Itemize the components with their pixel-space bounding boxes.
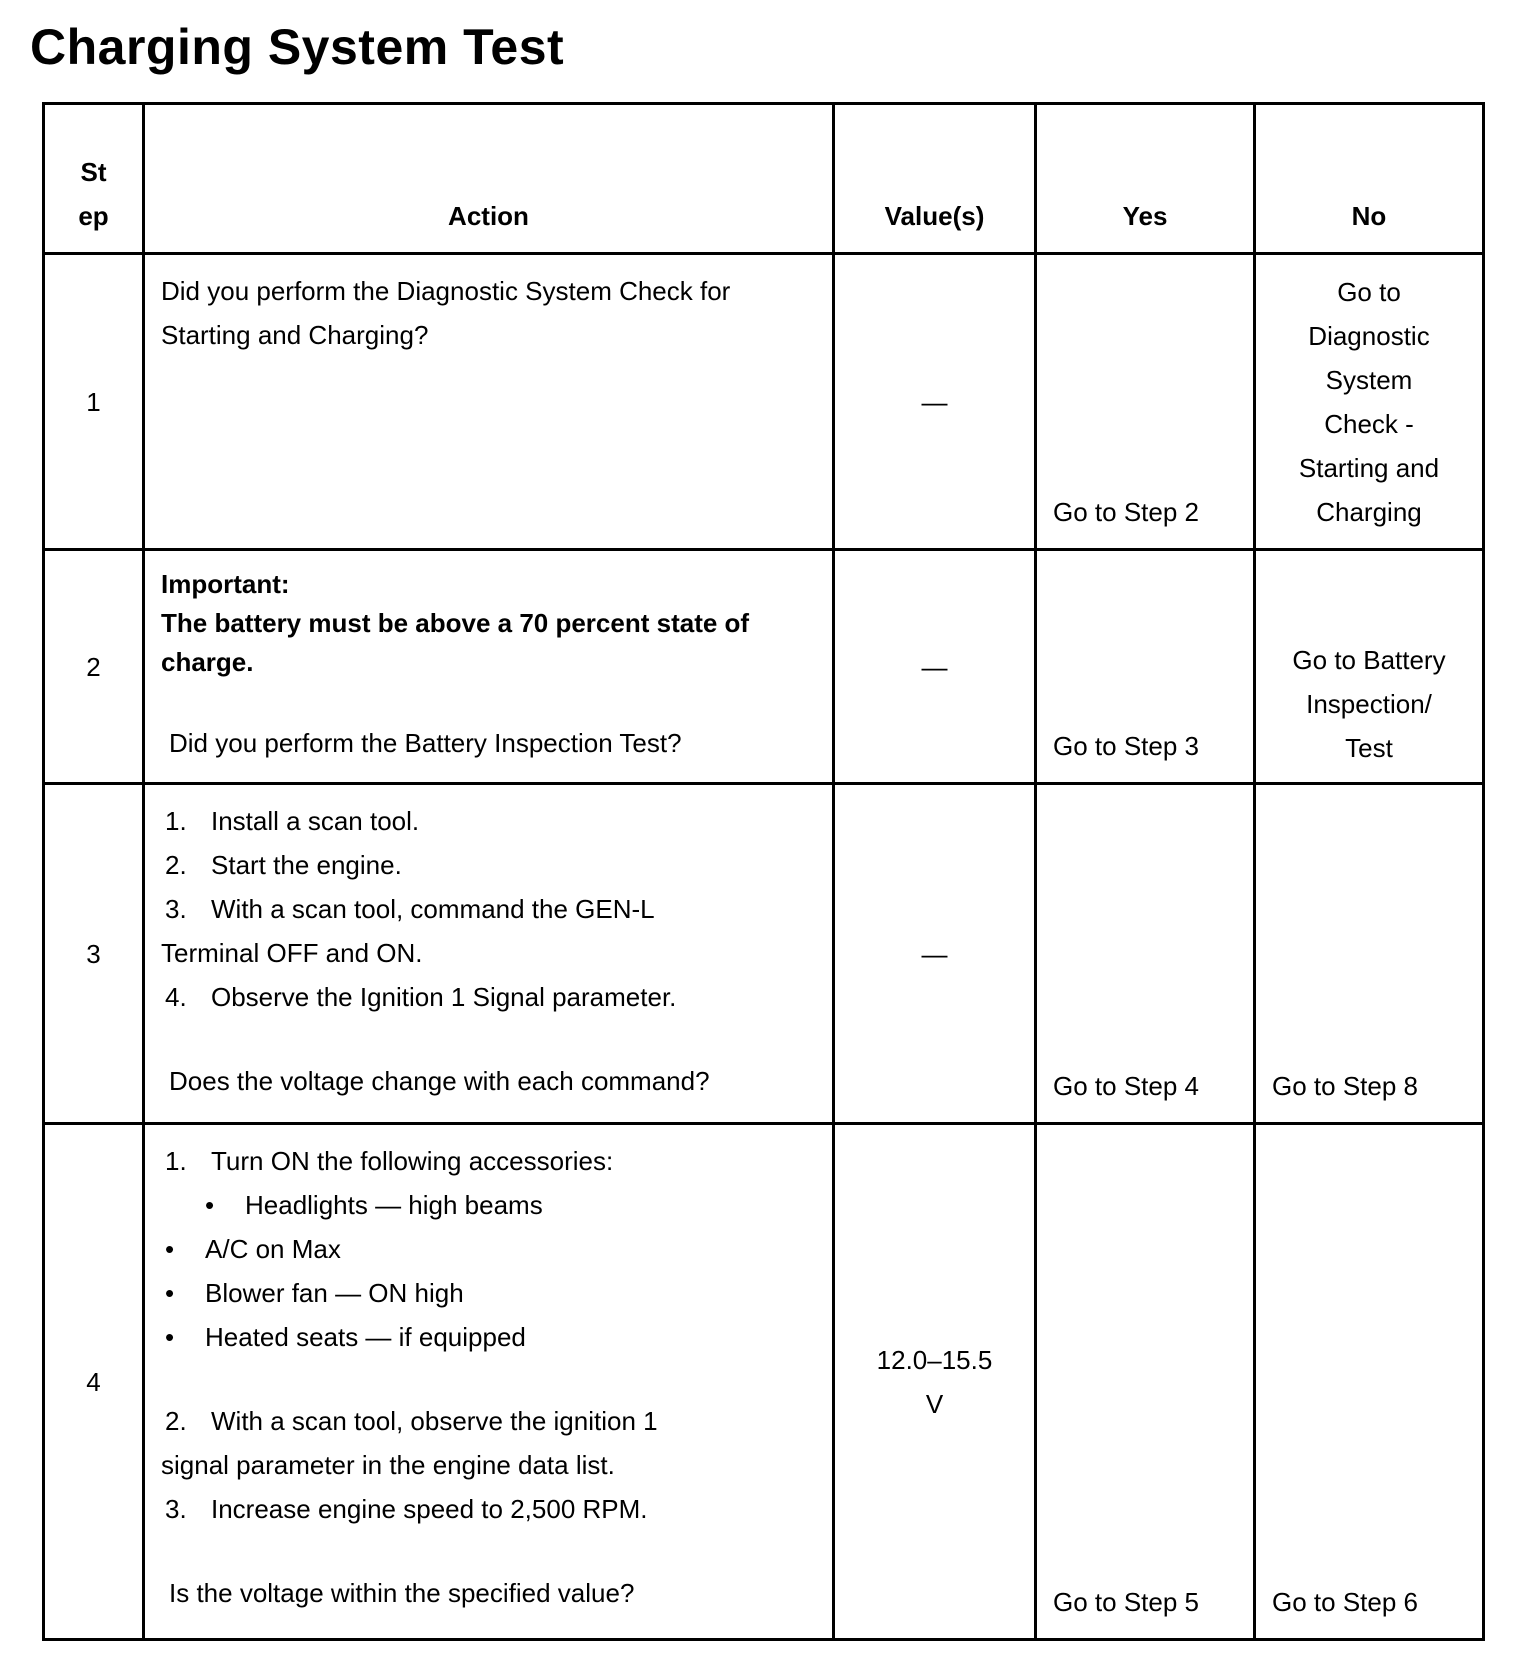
yes-cell: Go to Step 3 [1036, 550, 1255, 784]
question-text: Is the voltage within the specified value? [169, 1578, 635, 1608]
table-row [44, 254, 1484, 550]
yes-cell: Go to Step 5 [1036, 1124, 1255, 1640]
header-yes: Yes [1036, 104, 1255, 254]
no-cell: Go to Step 6 [1255, 1124, 1484, 1640]
important-label: Important: [161, 569, 290, 599]
step-number: 1 [44, 254, 144, 550]
header-step: St ep [44, 104, 144, 254]
list-item: • Heated seats — if equipped [165, 1322, 526, 1352]
action-cell: Did you perform the Diagnostic System Check for Starting and Charging? [144, 254, 834, 550]
diagnostic-table [42, 102, 1485, 1641]
no-cell: Go to Battery Inspection/ Test [1255, 550, 1484, 784]
table-row [44, 784, 1484, 1124]
yes-cell: Go to Step 4 [1036, 784, 1255, 1124]
list-item: • Headlights — high beams [205, 1190, 543, 1220]
table-row [44, 1124, 1484, 1640]
no-cell: Go to Step 8 [1255, 784, 1484, 1124]
header-action: Action [144, 104, 834, 254]
action-cell: 1. Install a scan tool. 2. Start the engine. 3. With a scan tool, command the GEN-L Terminal OFF and ON. 4. Observe the Ignition 1 Signal parameter. Does the voltage change with each command? [144, 784, 834, 1124]
table-row [44, 550, 1484, 784]
page-title: Charging System Test [30, 19, 565, 75]
yes-cell: Go to Step 2 [1036, 254, 1255, 550]
important-text: The battery must be above a 70 percent state of [161, 608, 750, 638]
header-row [44, 104, 1484, 254]
header-values: Value(s) [834, 104, 1036, 254]
action-cell: 1. Turn ON the following accessories: • Headlights — high beams • A/C on Max • Blower fan — ON high • Heated seats — if equipped 2. With a scan tool, observe the ignition 1 signal parameter in the engine data list. 3. Increase engine speed to 2,500 RPM. Is the voltage within the specified value? [144, 1124, 834, 1640]
action-cell [144, 550, 834, 784]
list-item: • A/C on Max [165, 1234, 341, 1264]
question-text: Does the voltage change with each command? [169, 1066, 710, 1096]
header-no: No [1255, 104, 1484, 254]
important-text: charge. [161, 647, 254, 677]
list-item: • Blower fan — ON high [165, 1278, 464, 1308]
question-text: Did you perform the Battery Inspection Test? [169, 728, 682, 758]
value-cell: — [834, 254, 1036, 550]
value-cell: 12.0–15.5 V [834, 1124, 1036, 1640]
step-number: 2 [44, 550, 144, 784]
no-cell: Go to Diagnostic System Check - Starting and Charging [1255, 254, 1484, 550]
step-number: 4 [44, 1124, 144, 1640]
value-cell: — [834, 784, 1036, 1124]
step-number: 3 [44, 784, 144, 1124]
value-cell: — [834, 550, 1036, 784]
